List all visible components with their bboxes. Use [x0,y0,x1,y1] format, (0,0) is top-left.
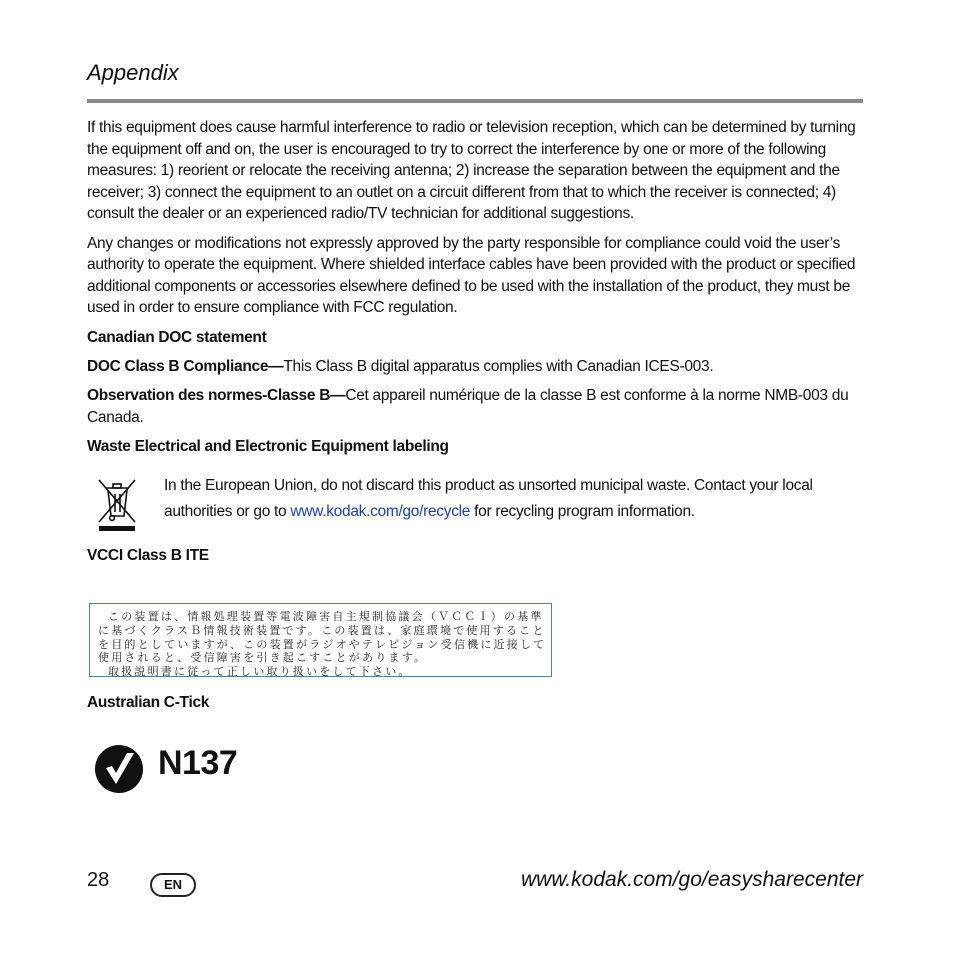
weee-section [87,473,863,533]
footer-url[interactable]: www.kodak.com/go/easysharecenter [521,868,863,891]
observation-text: Cet appareil numérique de la classe B est conforme à la norme NMB-003 du Canada. [87,387,849,426]
observation-paragraph [87,385,863,428]
australian-heading: Australian C-Tick [87,694,210,711]
doc-compliance-paragraph [87,356,863,378]
weee-text-start: In the European Union, do not discard this product as unsorted municipal waste. Contact your local authorities or go to [164,477,813,520]
main-content [87,117,863,457]
vcci-line: 使用されると、受信障害を引き起こすことがあります。 [98,651,428,665]
vcci-line: 取扱説明書に従って正しい取り扱いをして下さい。 [108,665,412,679]
c-tick-icon [94,744,144,794]
fcc-paragraph-1: If this equipment does cause harmful interference to radio or television reception, which can be determined by turning the equipment off and on, the user is encouraged to try to correct the interference by one or more of the following measures: 1) reorient or relocate the receiving antenna; 2) increase the separation between the equipment and the receiver; 3) connect the equipment to an outlet on a circuit different from that to which the receiver is connected; 4) consult the dealer or an experienced radio/TV technician for additional suggestions. [87,119,856,222]
observation-label: Observation des normes-Classe B— [87,387,346,404]
weee-text [164,473,854,525]
vcci-heading: VCCI Class B ITE [87,547,209,564]
recycle-link[interactable]: www.kodak.com/go/recycle [290,503,471,520]
doc-compliance-text: This Class B digital apparatus complies with Canadian ICES-003. [283,357,714,375]
fcc-paragraph-2: Any changes or modifications not expressly approved by the party responsible for compliance could void the user’s authority to operate the equipment. Where shielded interface cables have been provided with the product or specified additional components or accessories elsewhere defined to be used with the installation of the product, they must be used in order to ensure compliance with FCC regulation. [87,234,856,316]
section-title: Appendix [87,60,179,85]
vcci-line: に基づくクラスＢ情報技術装置です。この装置は、家庭環境で使用すること [98,623,546,637]
weee-text-end: for recycling program information. [470,503,695,520]
vcci-line: この装置は、情報処理装置等電波障害自主規制協議会（ＶＣＣＩ）の基準 [108,610,544,623]
c-tick-number: N137 [158,744,238,782]
vcci-line: を目的としていますが、この装置がラジオやテレビジョン受信機に近接して [98,637,547,651]
header-divider [87,99,863,103]
vcci-notice-box [89,603,552,677]
language-badge: EN [150,873,196,897]
weee-heading: Waste Electrical and Electronic Equipment labeling [87,438,449,455]
page-number: 28 [87,869,110,891]
canadian-heading: Canadian DOC statement [87,328,267,346]
crossed-out-wheelie-bin-icon [96,476,138,532]
doc-compliance-label: DOC Class B Compliance— [87,357,284,375]
